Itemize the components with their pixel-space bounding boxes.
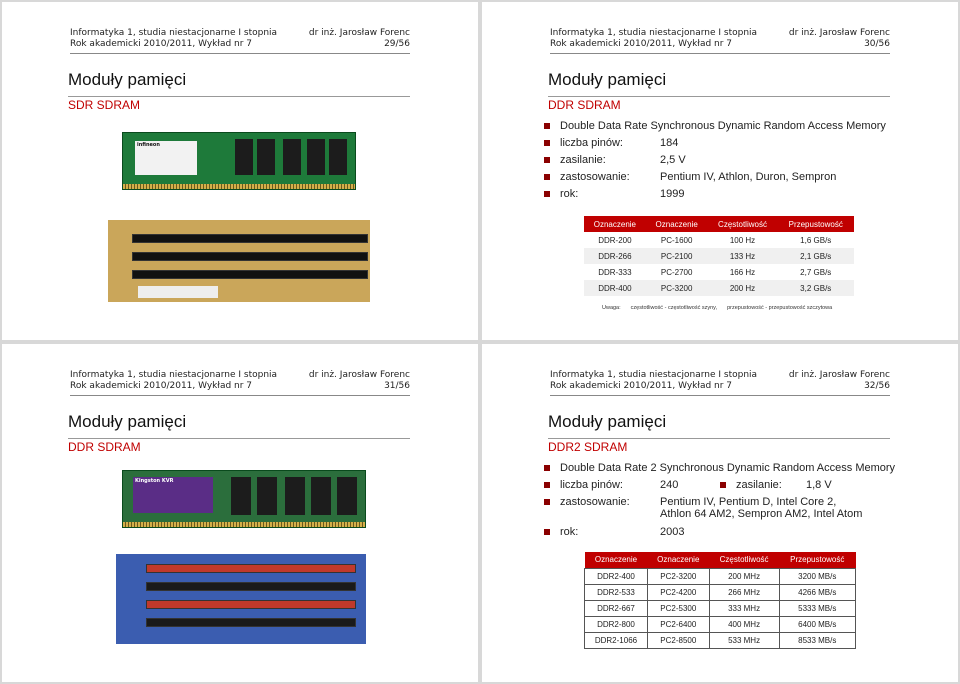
table-cell: DDR-333 [598, 267, 632, 277]
header-divider [70, 53, 410, 54]
bullet-item [544, 120, 886, 137]
module-brand: Kingston KVR [135, 478, 174, 484]
memory-slot [146, 618, 356, 627]
column-header: Oznaczenie [647, 552, 709, 568]
slide-30 [482, 2, 958, 340]
footnote-text: przepustowość - przepustowość szczytowa [727, 305, 833, 311]
memory-chip [311, 477, 331, 515]
motherboard-slots-photo [116, 554, 366, 644]
course-name: Informatyka 1, studia niestacjonarne I stopnia [550, 370, 758, 380]
slide-header [550, 370, 890, 396]
footnote-prefix: Uwaga: [602, 305, 621, 311]
module-pins [123, 184, 355, 189]
page-number: 30/56 [864, 39, 890, 49]
column-header: Częstotliwość [709, 552, 779, 568]
bullet-list [544, 462, 895, 543]
table-cell: PC-3200 [646, 280, 708, 296]
memory-slot [132, 234, 368, 243]
academic-year: Rok akademicki 2010/2011, Wykład nr 7 [550, 381, 733, 391]
bullet-square-icon [544, 157, 550, 163]
ddr-spec-table [584, 216, 854, 296]
table-cell: 333 MHz [709, 600, 779, 616]
table-cell: PC2-3200 [647, 568, 709, 584]
memory-slot [132, 270, 368, 279]
table-header-row [585, 552, 856, 568]
column-header: Oznaczenie [584, 216, 646, 232]
memory-slot [146, 564, 356, 573]
table-cell: DDR2-400 [585, 568, 648, 584]
table-cell: PC2-4200 [647, 584, 709, 600]
header-divider [550, 395, 890, 396]
title-divider [68, 438, 410, 439]
author-name: dr inż. Jarosław Forenc [308, 370, 410, 380]
module-pins [123, 522, 365, 527]
table-row [585, 600, 856, 616]
bullet-label: rok: [560, 188, 579, 200]
memory-slot [146, 582, 356, 591]
slide-header [550, 28, 890, 54]
module-brand: infineon [137, 142, 160, 148]
bullet-value: 2003 [660, 526, 685, 538]
table-cell: 200 MHz [709, 568, 779, 584]
bullet-value-line: Athlon 64 AM2, Sempron AM2, Intel Atom [660, 508, 863, 520]
table-cell: DDR2-1066 [585, 632, 648, 648]
header-divider [550, 53, 890, 54]
bullet-text: Double Data Rate Synchronous Dynamic Random Access Memory [560, 120, 886, 132]
table-cell: DDR2-667 [585, 600, 648, 616]
column-header: Przepustowość [779, 552, 855, 568]
slide-subtitle: SDR SDRAM [68, 98, 141, 112]
table-cell: 8533 MB/s [779, 632, 855, 648]
memory-slot [132, 252, 368, 261]
academic-year: Rok akademicki 2010/2011, Wykład nr 7 [70, 39, 253, 49]
column-header: Przepustowość [777, 216, 854, 232]
column-header: Oznaczenie [646, 216, 708, 232]
table-cell: PC2-6400 [647, 616, 709, 632]
bullet-item [544, 137, 886, 154]
page-number: 29/56 [384, 39, 410, 49]
table-cell: 2,7 GB/s [800, 267, 832, 277]
bullet-value: 1,8 V [806, 479, 832, 491]
table-row [585, 584, 856, 600]
bullet-square-icon [544, 499, 550, 505]
memory-chip [307, 139, 325, 175]
table-cell: 2,1 GB/s [777, 248, 854, 264]
title-divider [68, 96, 410, 97]
table-cell: 166 Hz [729, 267, 756, 277]
page-number: 31/56 [384, 381, 410, 391]
memory-chip [235, 139, 253, 175]
column-header: Oznaczenie [585, 552, 648, 568]
bullet-list [544, 120, 886, 205]
bullet-square-icon [720, 482, 726, 488]
table-cell: 4266 MB/s [779, 584, 855, 600]
slide-title: Moduły pamięci [548, 412, 667, 431]
bullet-value: 1999 [660, 188, 685, 200]
memory-slot [146, 600, 356, 609]
slide-title: Moduły pamięci [68, 70, 187, 89]
header-divider [70, 395, 410, 396]
page-number: 32/56 [864, 381, 890, 391]
slide-31 [2, 344, 478, 682]
bullet-text: Double Data Rate 2 Synchronous Dynamic Random Access Memory [560, 462, 896, 474]
memory-chip [231, 477, 251, 515]
bullet-square-icon [544, 529, 550, 535]
bullet-item [544, 479, 895, 496]
title-divider [548, 96, 890, 97]
bullet-square-icon [544, 123, 550, 129]
memory-chip [257, 477, 277, 515]
bullet-item [544, 462, 895, 479]
table-cell: PC2-5300 [647, 600, 709, 616]
bullet-label: zasilanie: [736, 479, 782, 491]
table-cell: 200 Hz [708, 280, 778, 296]
table-cell: DDR2-533 [585, 584, 648, 600]
academic-year: Rok akademicki 2010/2011, Wykład nr 7 [70, 381, 253, 391]
table-row [585, 632, 856, 648]
bullet-square-icon [544, 465, 550, 471]
academic-year: Rok akademicki 2010/2011, Wykład nr 7 [550, 39, 733, 49]
bullet-label: zasilanie: [560, 154, 606, 166]
bullet-label: liczba pinów: [560, 479, 623, 491]
bullet-value-line: Pentium IV, Pentium D, Intel Core 2, [660, 496, 837, 508]
bullet-value: 240 [660, 479, 679, 491]
table-cell: DDR-200 [598, 235, 632, 245]
ddr-module-photo [122, 470, 366, 528]
table-cell: DDR2-800 [585, 616, 648, 632]
table-row [584, 232, 854, 248]
bullet-item [544, 188, 886, 205]
bullet-item [544, 171, 886, 188]
table-cell: 133 Hz [708, 248, 778, 264]
table-cell: PC-2700 [660, 267, 693, 277]
table-cell: 400 MHz [709, 616, 779, 632]
table-cell: PC2-8500 [647, 632, 709, 648]
memory-chip [329, 139, 347, 175]
table-cell: 6400 MB/s [779, 616, 855, 632]
slide-header [70, 370, 410, 396]
bullet-label: liczba pinów: [560, 137, 623, 149]
memory-chip [257, 139, 275, 175]
course-name: Informatyka 1, studia niestacjonarne I stopnia [550, 28, 758, 38]
memory-chip [285, 477, 305, 515]
bullet-item [544, 496, 895, 526]
author-name: dr inż. Jarosław Forenc [788, 28, 890, 38]
bullet-square-icon [544, 482, 550, 488]
bullet-square-icon [544, 140, 550, 146]
slide-title: Moduły pamięci [548, 70, 667, 89]
course-name: Informatyka 1, studia niestacjonarne I stopnia [70, 370, 278, 380]
bullet-item [544, 526, 895, 543]
bullet-square-icon [544, 191, 550, 197]
bullet-value: 184 [660, 137, 679, 149]
table-row [584, 264, 854, 280]
table-cell: DDR-266 [584, 248, 646, 264]
slide-29 [2, 2, 478, 340]
bullet-label: rok: [560, 526, 579, 538]
course-name: Informatyka 1, studia niestacjonarne I stopnia [70, 28, 278, 38]
table-row [584, 248, 854, 264]
slide-title: Moduły pamięci [68, 412, 187, 431]
ddr2-spec-table [584, 552, 856, 649]
table-row [584, 280, 854, 296]
bullet-value [660, 496, 862, 520]
table-header-row [584, 216, 854, 232]
table-cell: 100 Hz [729, 235, 756, 245]
table-cell: PC-1600 [660, 235, 693, 245]
memory-chip [337, 477, 357, 515]
connector [138, 286, 218, 298]
bullet-label: zastosowanie: [560, 171, 630, 183]
table-row [585, 568, 856, 584]
bullet-value: 2,5 V [660, 154, 686, 166]
table-cell: 5333 MB/s [779, 600, 855, 616]
bullet-square-icon [544, 174, 550, 180]
slide-32 [482, 344, 958, 682]
footnote [602, 305, 832, 311]
footnote-text: częstotliwość - częstotliwość szyny, [630, 305, 718, 311]
table-cell: PC-2100 [646, 248, 708, 264]
module-brand-label [135, 141, 197, 175]
table-cell: 533 MHz [709, 632, 779, 648]
author-name: dr inż. Jarosław Forenc [788, 370, 890, 380]
table-row [585, 616, 856, 632]
slide-subtitle: DDR2 SDRAM [548, 440, 628, 454]
title-divider [548, 438, 890, 439]
table-cell: 3,2 GB/s [777, 280, 854, 296]
memory-chip [283, 139, 301, 175]
table-cell: 266 MHz [709, 584, 779, 600]
motherboard-slots-photo [108, 220, 370, 302]
table-cell: 3200 MB/s [779, 568, 855, 584]
slide-subtitle: DDR SDRAM [68, 440, 141, 454]
table-cell: DDR-400 [584, 280, 646, 296]
bullet-item [544, 154, 886, 171]
slide-subtitle: DDR SDRAM [548, 98, 621, 112]
slide-header [70, 28, 410, 54]
author-name: dr inż. Jarosław Forenc [308, 28, 410, 38]
column-header: Częstotliwość [708, 216, 778, 232]
sdram-module-photo [122, 132, 356, 190]
bullet-label: zastosowanie: [560, 496, 630, 508]
module-brand-label [133, 477, 213, 513]
bullet-value: Pentium IV, Athlon, Duron, Sempron [660, 171, 837, 183]
table-cell: 1,6 GB/s [800, 235, 832, 245]
